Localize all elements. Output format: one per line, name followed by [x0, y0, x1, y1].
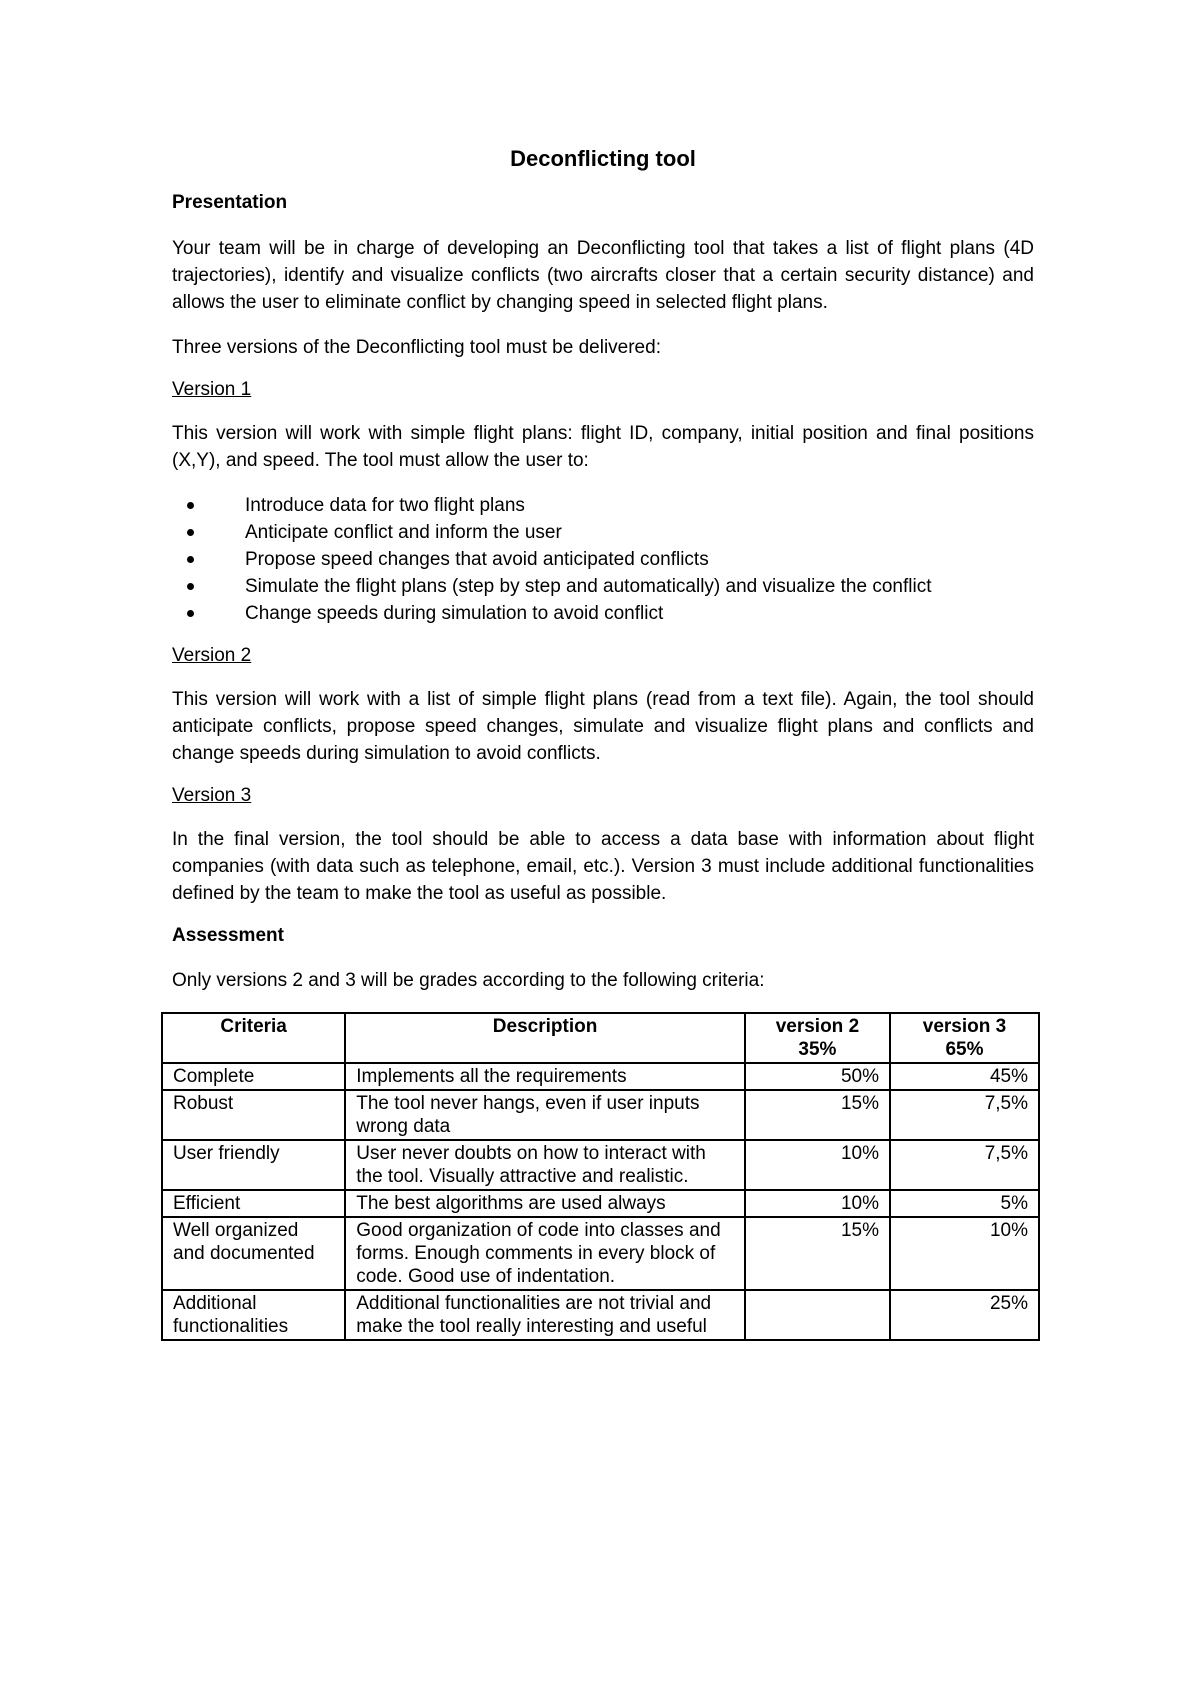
- cell-description: The tool never hangs, even if user inputs wrong data: [345, 1090, 745, 1140]
- version-3-text: In the final version, the tool should be able to access a data base with information about flight companies (with data such as telephone, email, etc.). Version 3 must include additional functionalities defined by the team to make the tool as useful as possible.: [172, 828, 1034, 904]
- list-item: [172, 573, 1034, 600]
- cell-criteria: Efficient: [162, 1190, 345, 1217]
- cell-criteria: Complete: [162, 1063, 345, 1090]
- cell-description: Good organization of code into classes and forms. Enough comments in every block of code. Good use of indentation.: [345, 1217, 745, 1290]
- cell-version-3: 45%: [890, 1063, 1039, 1090]
- cell-criteria: User friendly: [162, 1140, 345, 1190]
- bullet-text: Introduce data for two flight plans: [245, 494, 525, 516]
- document-page: [172, 128, 1034, 1341]
- table-row: [162, 1190, 1039, 1217]
- bullet-text: Propose speed changes that avoid anticipated conflicts: [245, 548, 709, 570]
- intro-paragraph: Your team will be in charge of developing an Deconflicting tool that takes a list of flight plans (4D trajectories), identify and visualize conflicts (two aircrafts closer that a certain security distance) and allows the user to eliminate conflict by changing speed in selected flight plans.: [172, 238, 1034, 314]
- table-row: [162, 1090, 1039, 1140]
- list-item: [172, 546, 1034, 573]
- version-1-text: This version will work with simple flight plans: flight ID, company, initial position and final positions (X,Y), and speed. The tool must allow the user to:: [172, 422, 1034, 471]
- table-header-row: [162, 1013, 1039, 1063]
- list-item: [172, 600, 1034, 627]
- cell-version-2: 10%: [745, 1140, 890, 1190]
- header-version-2-weight: 35%: [798, 1039, 837, 1061]
- cell-description: Implements all the requirements: [345, 1063, 745, 1090]
- list-item: [172, 519, 1034, 546]
- bullet-text: Change speeds during simulation to avoid conflict: [245, 602, 664, 624]
- cell-version-3: 5%: [890, 1190, 1039, 1217]
- header-criteria: Criteria: [162, 1013, 345, 1063]
- version-2-label: Version 2: [172, 644, 252, 666]
- cell-description: Additional functionalities are not trivial and make the tool really interesting and useful: [345, 1290, 745, 1340]
- table-row: [162, 1217, 1039, 1290]
- cell-version-3: 7,5%: [890, 1090, 1039, 1140]
- cell-criteria: Robust: [162, 1090, 345, 1140]
- cell-criteria: Additional functionalities: [162, 1290, 345, 1340]
- cell-criteria: Well organized and documented: [162, 1217, 345, 1290]
- header-description: Description: [345, 1013, 745, 1063]
- cell-description: The best algorithms are used always: [345, 1190, 745, 1217]
- version-2-text: This version will work with a list of simple flight plans (read from a text file). Again, the tool should anticipate conflicts, propose speed changes, simulate and visualize flight plans and conflicts and change speeds during simulation to avoid conflicts.: [172, 688, 1034, 764]
- bullet-icon: [187, 556, 194, 563]
- header-version-3-weight: 65%: [945, 1039, 984, 1061]
- assessment-intro: Only versions 2 and 3 will be grades according to the following criteria:: [172, 970, 765, 992]
- version-1-label: Version 1: [172, 379, 252, 401]
- table-row: [162, 1140, 1039, 1190]
- cell-version-3: 7,5%: [890, 1140, 1039, 1190]
- versions-intro: Three versions of the Deconflicting tool must be delivered:: [172, 337, 661, 359]
- cell-version-2: [745, 1290, 890, 1340]
- header-version-3-title: version 3: [922, 1016, 1007, 1038]
- assessment-heading: Assessment: [172, 924, 284, 946]
- document-title: Deconflicting tool: [510, 146, 696, 171]
- table-row: [162, 1290, 1039, 1340]
- list-item: [172, 492, 1034, 519]
- cell-version-2: 10%: [745, 1190, 890, 1217]
- header-version-3: [890, 1013, 1039, 1063]
- criteria-table: [161, 1012, 1040, 1341]
- version-3-label: Version 3: [172, 784, 252, 806]
- bullet-icon: [187, 610, 194, 617]
- header-version-2-title: version 2: [775, 1016, 860, 1038]
- cell-description: User never doubts on how to interact with the tool. Visually attractive and realistic.: [345, 1140, 745, 1190]
- cell-version-2: 50%: [745, 1063, 890, 1090]
- cell-version-3: 10%: [890, 1217, 1039, 1290]
- presentation-heading: Presentation: [172, 192, 288, 214]
- bullet-text: Anticipate conflict and inform the user: [245, 521, 562, 543]
- bullet-icon: [187, 529, 194, 536]
- cell-version-2: 15%: [745, 1217, 890, 1290]
- version-1-bullet-list: [172, 492, 1034, 627]
- bullet-icon: [187, 583, 194, 590]
- bullet-icon: [187, 502, 194, 509]
- table-row: [162, 1063, 1039, 1090]
- header-version-2: [745, 1013, 890, 1063]
- bullet-text: Simulate the flight plans (step by step and automatically) and visualize the conflict: [245, 575, 932, 597]
- cell-version-2: 15%: [745, 1090, 890, 1140]
- cell-version-3: 25%: [890, 1290, 1039, 1340]
